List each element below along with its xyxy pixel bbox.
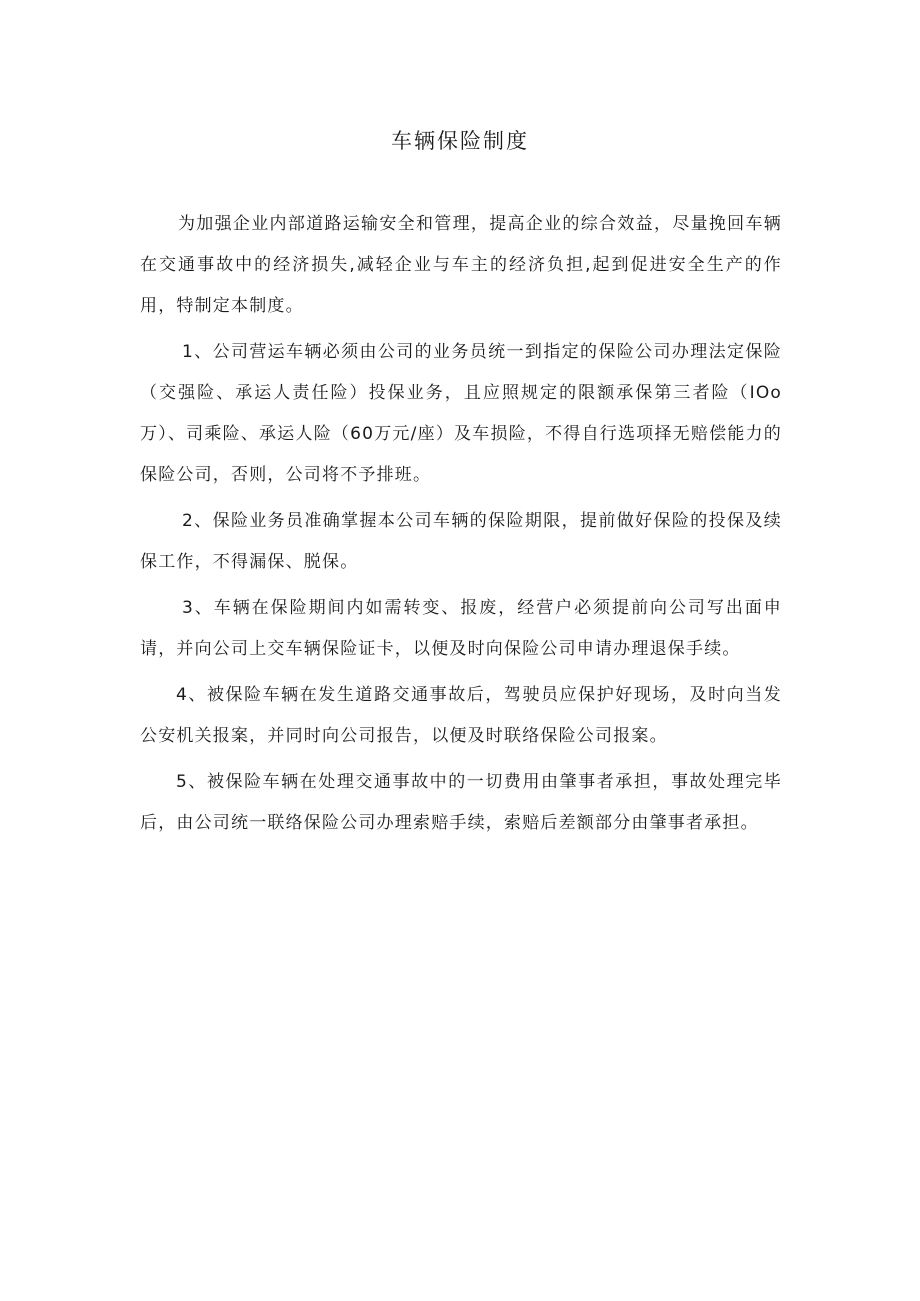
clause-4-paragraph: 4、被保险车辆在发生道路交通事故后，驾驶员应保护好现场，及时向当发公安机关报案，并同时向公司报告，以便及时联络保险公司报案。 [140, 685, 782, 746]
clause-1-paragraph: 1、公司营运车辆必须由公司的业务员统一到指定的保险公司办理法定保险（交强险、承运人责任险）投保业务，且应照规定的限额承保第三者险（IOo万）、司乘险、承运人险（60万元/座）及车损险，不得自行选项择无赔偿能力的保险公司，否则，公司将不予排班。 [140, 342, 782, 485]
clause-5-paragraph: 5、被保险车辆在处理交通事故中的一切费用由肇事者承担，事故处理完毕后，由公司统一联络保险公司办理索赔手续，索赔后差额部分由肇事者承担。 [140, 772, 782, 833]
document-body [140, 204, 782, 849]
clause-3-paragraph: 3、车辆在保险期间内如需转变、报废，经营户必须提前向公司写出面申请，并向公司上交车辆保险证卡，以便及时向保险公司申请办理退保手续。 [140, 598, 782, 659]
document-title: 车辆保险制度 [391, 129, 529, 153]
intro-paragraph: 为加强企业内部道路运输安全和管理，提高企业的综合效益，尽量挽回车辆在交通事故中的经济损失,减轻企业与车主的经济负担,起到促进安全生产的作用，特制定本制度。 [140, 214, 782, 316]
clause-2-paragraph: 2、保险业务员准确掌握本公司车辆的保险期限，提前做好保险的投保及续保工作，不得漏保、脱保。 [140, 511, 782, 572]
